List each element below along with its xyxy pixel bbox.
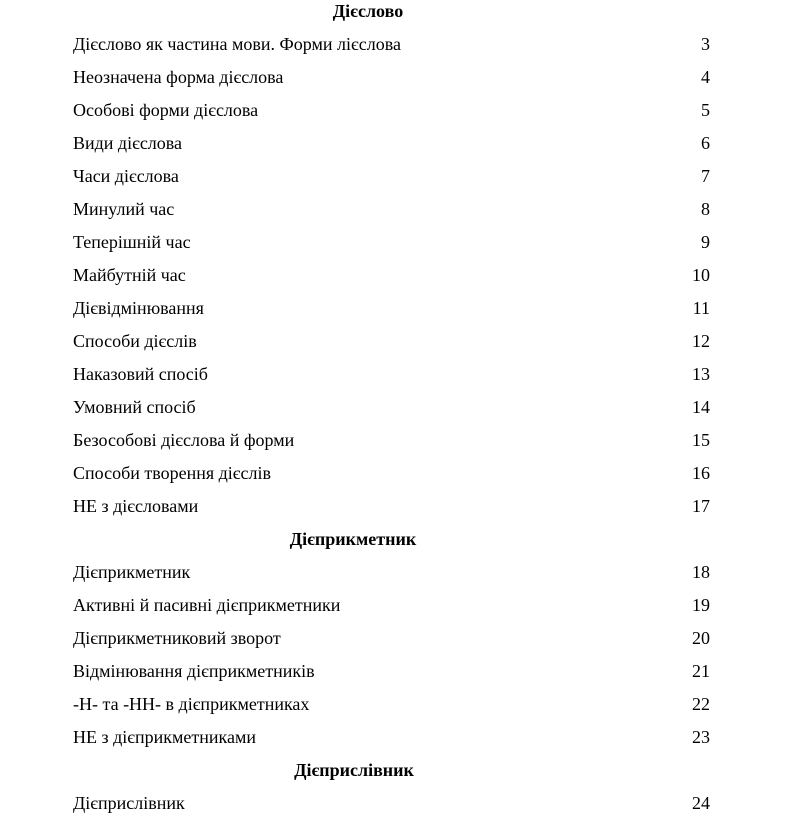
toc-entry-page: 20 bbox=[692, 628, 710, 648]
toc-entry-title: НЕ з дієсловами bbox=[73, 496, 199, 516]
toc-entry-page: 7 bbox=[701, 166, 710, 186]
toc-entry-title: Минулий час bbox=[73, 199, 175, 219]
toc-entry[interactable] bbox=[0, 231, 800, 264]
toc-entry-title: НЕ з дієприкметниками bbox=[73, 727, 256, 747]
toc-entry[interactable] bbox=[0, 594, 800, 627]
toc-entry-page: 16 bbox=[692, 463, 710, 483]
toc-entry-title: Способи дієслів bbox=[73, 331, 197, 351]
toc-entry-title: Дієприкметниковий зворот bbox=[73, 628, 281, 648]
toc-entry-title: Дієслово як частина мови. Форми лієслова bbox=[73, 34, 401, 54]
toc-entry-page: 21 bbox=[692, 661, 710, 681]
toc-section-participle bbox=[0, 528, 800, 759]
toc-entry[interactable] bbox=[0, 264, 800, 297]
toc-entry[interactable] bbox=[0, 561, 800, 594]
toc-entry-page: 14 bbox=[692, 397, 710, 417]
toc-entry[interactable] bbox=[0, 495, 800, 528]
toc-entry[interactable] bbox=[0, 726, 800, 759]
toc-entry-page: 15 bbox=[692, 430, 710, 450]
toc-entry-page: 8 bbox=[701, 199, 710, 219]
toc-entry-title: Активні й пасивні дієприкметники bbox=[73, 595, 341, 615]
section-heading: Дієслово bbox=[332, 1, 404, 21]
toc-section-adverbial-participle bbox=[0, 759, 800, 825]
toc-entry-page: 11 bbox=[692, 298, 710, 318]
toc-entry-title: Відмінювання дієприкметників bbox=[73, 661, 315, 681]
toc-entry[interactable] bbox=[0, 99, 800, 132]
toc-entry[interactable] bbox=[0, 396, 800, 429]
toc-entry[interactable] bbox=[0, 330, 800, 363]
toc-entry-page: 6 bbox=[701, 133, 710, 153]
toc-entry[interactable] bbox=[0, 627, 800, 660]
toc-entry[interactable] bbox=[0, 462, 800, 495]
toc-entry-title: Наказовий спосіб bbox=[73, 364, 208, 384]
toc-entry-title: Умовний спосіб bbox=[73, 397, 196, 417]
toc-entry-title: Безособові дієслова й форми bbox=[73, 430, 295, 450]
toc-entry-page: 17 bbox=[692, 496, 710, 516]
toc-entry-page: 22 bbox=[692, 694, 710, 714]
section-heading: Дієприслівник bbox=[294, 760, 414, 780]
toc-entry[interactable] bbox=[0, 132, 800, 165]
toc-entry-title: -Н- та -НН- в дієприкметниках bbox=[73, 694, 310, 714]
toc-entry[interactable] bbox=[0, 33, 800, 66]
toc-entry-page: 13 bbox=[692, 364, 710, 384]
toc-entry-page: 5 bbox=[701, 100, 710, 120]
toc-entry[interactable] bbox=[0, 165, 800, 198]
toc-entry-title: Майбутній час bbox=[73, 265, 186, 285]
toc-entry-title: Дієприслівник bbox=[73, 793, 185, 813]
toc-entry-page: 10 bbox=[692, 265, 710, 285]
toc-entry-page: 19 bbox=[692, 595, 710, 615]
toc-entry-page: 9 bbox=[701, 232, 710, 252]
toc-entry-title: Часи дієслова bbox=[73, 166, 179, 186]
toc-entry-title: Дієвідмінювання bbox=[73, 298, 204, 318]
toc-entry-page: 3 bbox=[701, 34, 710, 54]
toc-entry-page: 4 bbox=[701, 67, 710, 87]
toc-entry-page: 18 bbox=[692, 562, 710, 582]
toc-entry[interactable] bbox=[0, 66, 800, 99]
toc-entry-page: 23 bbox=[692, 727, 710, 747]
toc-entry[interactable] bbox=[0, 660, 800, 693]
toc-entry[interactable] bbox=[0, 693, 800, 726]
toc-entry-title: Особові форми дієслова bbox=[73, 100, 259, 120]
toc-entry[interactable] bbox=[0, 363, 800, 396]
toc-entry[interactable] bbox=[0, 297, 800, 330]
toc-entry[interactable] bbox=[0, 429, 800, 462]
toc-entry-title: Теперішній час bbox=[73, 232, 191, 252]
toc-entry-title: Неозначена форма дієслова bbox=[73, 67, 284, 87]
toc-entry-title: Дієприкметник bbox=[73, 562, 191, 582]
toc-entry-page: 12 bbox=[692, 331, 710, 351]
toc-entry-title: Види дієслова bbox=[73, 133, 183, 153]
toc-entry-page: 24 bbox=[692, 793, 710, 813]
toc-entry[interactable] bbox=[0, 792, 800, 825]
toc-entry[interactable] bbox=[0, 198, 800, 231]
toc-entry-title: Способи творення дієслів bbox=[73, 463, 271, 483]
section-heading: Дієприкметник bbox=[289, 529, 417, 549]
